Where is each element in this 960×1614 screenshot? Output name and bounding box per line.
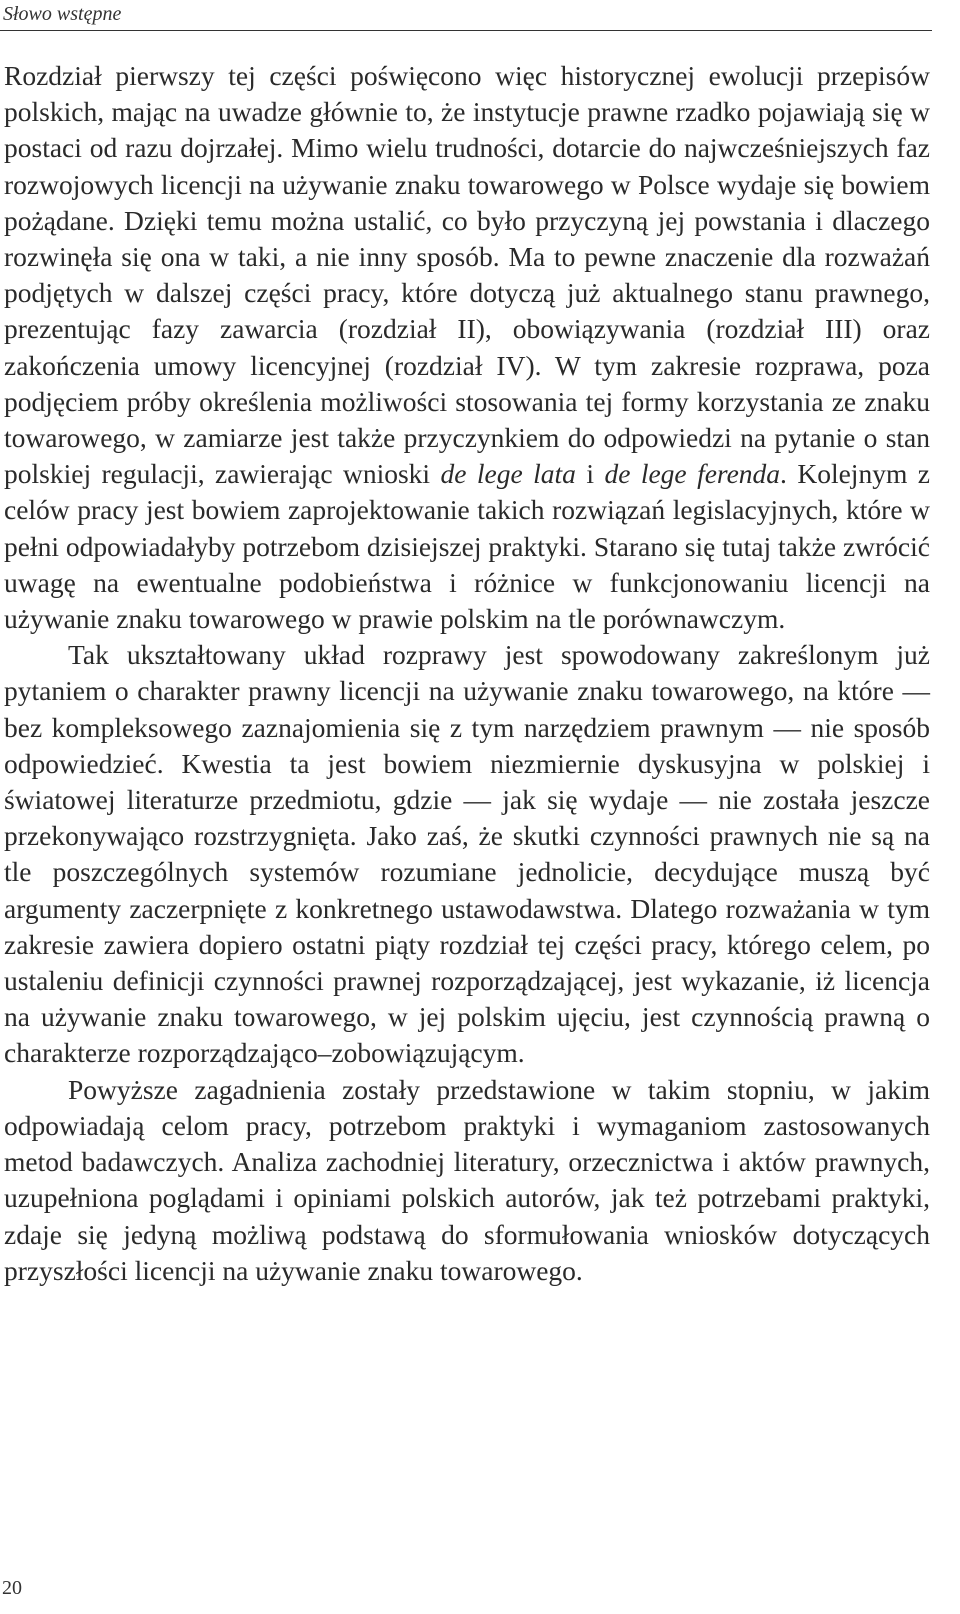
latin-term-de-lege-lata: de lege lata (440, 458, 576, 490)
paragraph-1 (4, 58, 930, 637)
paragraph-1-conjunction: i (575, 458, 605, 490)
running-header (0, 0, 932, 31)
paragraph-3: Powyższe zagadnienia zostały przedstawione w takim stopniu, w jakim odpowiadają celom pracy, potrzebom praktyki i wymaganiom zastosowanych metod badawczych. Analiza zachodniej literatury, orzecznictwa i aktów prawnych, uzupełniona poglądami i opiniami polskich autorów, jak też potrzebami praktyki, zdaje się jedyną możliwą podstawą do sformułowania wniosków dotyczących przyszłości licencji na używanie znaku towarowego. (4, 1073, 930, 1286)
page-number: 20 (2, 1577, 22, 1599)
paragraph-1-text-b: . Kolejnym z celów pracy jest bowiem zaprojektowanie takich rozwiązań legislacyjnych, które w pełni odpowiadałyby potrzebom dzisiejszej praktyki. Starano się tutaj także zwrócić uwagę na ewentualne podobieństwa i różnice w funkcjonowaniu licencji na używanie znaku towarowego w prawie polskim na tle porównawczym. (4, 458, 930, 635)
latin-term-de-lege-ferenda: de lege ferenda (604, 458, 781, 490)
page-body (4, 58, 930, 1289)
running-title: Słowo wstępne (3, 3, 122, 25)
paragraph-2: Tak ukształtowany układ rozprawy jest spowodowany zakreślonym już pytaniem o charakter prawny licencji na używanie znaku towarowego, na które — bez kompleksowego zaznajomienia się z tym narzędziem prawnym — nie sposób odpowiedzieć. Kwestia ta jest bowiem niezmiernie dyskusyjna w polskiej i światowej literaturze przedmiotu, gdzie — jak się wydaje — nie została jeszcze przekonywająco rozstrzygnięta. Jako zaś, że skutki czynności prawnych nie są na tle poszczególnych systemów rozumiane jednolicie, decydujące muszą być argumenty zaczerpnięte z konkretnego ustawodawstwa. Dlatego rozważania w tym zakresie zawiera dopiero ostatni piąty rozdział tej części pracy, którego celem, po ustaleniu definicji czynności prawnej rozporządzającej, jest wykazanie, iż licencja na używanie znaku towarowego, w jej polskim ujęciu, jest czynnością prawną o charakterze rozporządzająco–zobowiązującym. (4, 639, 930, 1069)
paragraph-1-text-a: Rozdział pierwszy tej części poświęcono więc historycznej ewolucji przepisów polskich, mając na uwadze głównie to, że instytucje prawne rzadko pojawiają się w postaci od razu dojrzałej. Mimo wielu trudności, dotarcie do najwcześniejszych faz rozwojowych licencji na używanie znaku towarowego w Polsce wydaje się bowiem pożądane. Dzięki temu można ustalić, co było przyczyną jej powstania i dlaczego rozwinęła się ona w taki, a nie inny sposób. Ma to pewne znaczenie dla rozważań podjętych w dalszej części pracy, które dotyczą już aktualnego stanu prawnego, prezentując fazy zawarcia (rozdział II), obowiązywania (rozdział III) oraz zakończenia umowy licencyjnej (rozdział IV). W tym zakresie rozprawa, poza podjęciem próby określenia możliwości stosowania tej formy korzystania ze znaku towarowego, w zamiarze jest także przyczynkiem do odpowiedzi na pytanie o stan polskiej regulacji, zawierając wnioski (4, 60, 930, 490)
